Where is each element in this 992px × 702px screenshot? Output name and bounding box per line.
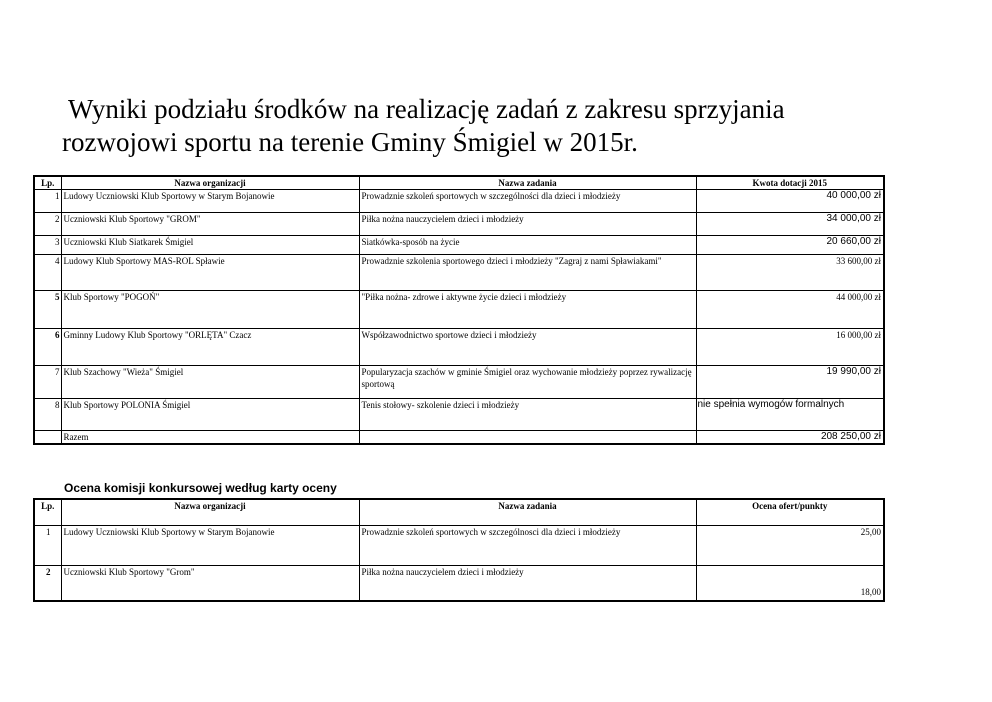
table-row bbox=[34, 366, 884, 399]
title-line-1: Wyniki podziału środków na realizację zadań z zakresu sprzyjania bbox=[68, 94, 785, 124]
row-organization: Ludowy Klub Sportowy MAS-ROL Spławie bbox=[61, 255, 359, 291]
row-amount: 34 000,00 zł bbox=[696, 213, 884, 236]
header-lp: Lp. bbox=[34, 499, 61, 525]
row-lp: 1 bbox=[34, 525, 61, 565]
row-amount: 19 990,00 zł bbox=[696, 366, 884, 399]
evaluation-table bbox=[33, 498, 885, 602]
total-task-empty bbox=[359, 431, 696, 445]
row-organization: Klub Sportowy "POGOŃ" bbox=[61, 291, 359, 329]
row-lp: 5 bbox=[34, 291, 61, 329]
total-lp-empty bbox=[34, 431, 61, 445]
table-row bbox=[34, 399, 884, 431]
table-row bbox=[34, 329, 884, 366]
row-organization: Uczniowski Klub Siatkarek Śmigiel bbox=[61, 236, 359, 255]
header-score: Ocena ofert/punkty bbox=[696, 499, 884, 525]
row-amount: 44 000,00 zł bbox=[696, 291, 884, 329]
row-task: Tenis stołowy- szkolenie dzieci i młodzieży bbox=[359, 399, 696, 431]
total-label: Razem bbox=[61, 431, 359, 445]
table-row bbox=[34, 291, 884, 329]
table-row bbox=[34, 565, 884, 601]
page-title bbox=[62, 93, 932, 159]
row-amount: 33 600,00 zł bbox=[696, 255, 884, 291]
row-organization: Uczniowski Klub Sportowy "GROM" bbox=[61, 213, 359, 236]
row-amount-note: nie spełnia wymogów formalnych bbox=[696, 399, 884, 431]
row-lp: 2 bbox=[34, 213, 61, 236]
header-amount: Kwota dotacji 2015 bbox=[696, 176, 884, 190]
grants-table-header bbox=[34, 176, 884, 190]
table-row bbox=[34, 255, 884, 291]
title-line-2: rozwojowi sportu na terenie Gminy Śmigiel w 2015r. bbox=[62, 127, 638, 157]
table-row bbox=[34, 213, 884, 236]
row-score: 18,00 bbox=[696, 565, 884, 601]
table-row bbox=[34, 190, 884, 213]
row-task: Piłka nożna nauczycielem dzieci i młodzieży bbox=[359, 213, 696, 236]
section-title: Ocena komisji konkursowej według karty oceny bbox=[64, 481, 337, 495]
row-task: Piłka nożna nauczycielem dzieci i młodzieży bbox=[359, 565, 696, 601]
row-organization: Ludowy Uczniowski Klub Sportowy w Starym Bojanowie bbox=[61, 190, 359, 213]
header-organization: Nazwa organizacji bbox=[61, 176, 359, 190]
row-lp: 8 bbox=[34, 399, 61, 431]
row-lp: 6 bbox=[34, 329, 61, 366]
row-task: Prowadznie szkoleń sportowych w szczególności dla dzieci i młodzieży bbox=[359, 190, 696, 213]
total-amount: 208 250,00 zł bbox=[696, 431, 884, 445]
row-organization: Klub Sportowy POLONIA Śmigiel bbox=[61, 399, 359, 431]
row-task: "Piłka nożna- zdrowe i aktywne życie dzieci i młodzieży bbox=[359, 291, 696, 329]
row-score: 25,00 bbox=[696, 525, 884, 565]
header-lp: Lp. bbox=[34, 176, 61, 190]
row-lp: 2 bbox=[34, 565, 61, 601]
row-task: Siatkówka-sposób na życie bbox=[359, 236, 696, 255]
header-task: Nazwa zadania bbox=[359, 176, 696, 190]
row-lp: 3 bbox=[34, 236, 61, 255]
row-organization: Uczniowski Klub Sportowy "Grom" bbox=[61, 565, 359, 601]
row-task: Prowadznie szkolenia sportowego dzieci i młodzieży "Zagraj z nami Spławiakami" bbox=[359, 255, 696, 291]
row-task: Współzawodnictwo sportowe dzieci i młodzieży bbox=[359, 329, 696, 366]
row-organization: Gminny Ludowy Klub Sportowy "ORLĘTA" Czacz bbox=[61, 329, 359, 366]
row-amount: 16 000,00 zł bbox=[696, 329, 884, 366]
table-row bbox=[34, 525, 884, 565]
header-task: Nazwa zadania bbox=[359, 499, 696, 525]
header-organization: Nazwa organizacji bbox=[61, 499, 359, 525]
grants-table bbox=[33, 175, 885, 445]
row-lp: 7 bbox=[34, 366, 61, 399]
row-organization: Klub Szachowy "Wieża" Śmigiel bbox=[61, 366, 359, 399]
total-row bbox=[34, 431, 884, 445]
row-lp: 4 bbox=[34, 255, 61, 291]
row-task: Prowadznie szkoleń sportowych w szczególnosci dla dzieci i młodzieży bbox=[359, 525, 696, 565]
row-task: Popularyzacja szachów w gminie Śmigiel oraz wychowanie młodzieży poprzez rywalizację sportową bbox=[359, 366, 696, 399]
row-lp: 1 bbox=[34, 190, 61, 213]
evaluation-table-header bbox=[34, 499, 884, 525]
row-amount: 20 660,00 zł bbox=[696, 236, 884, 255]
row-amount: 40 000,00 zł bbox=[696, 190, 884, 213]
table-row bbox=[34, 236, 884, 255]
row-organization: Ludowy Uczniowski Klub Sportowy w Starym Bojanowie bbox=[61, 525, 359, 565]
